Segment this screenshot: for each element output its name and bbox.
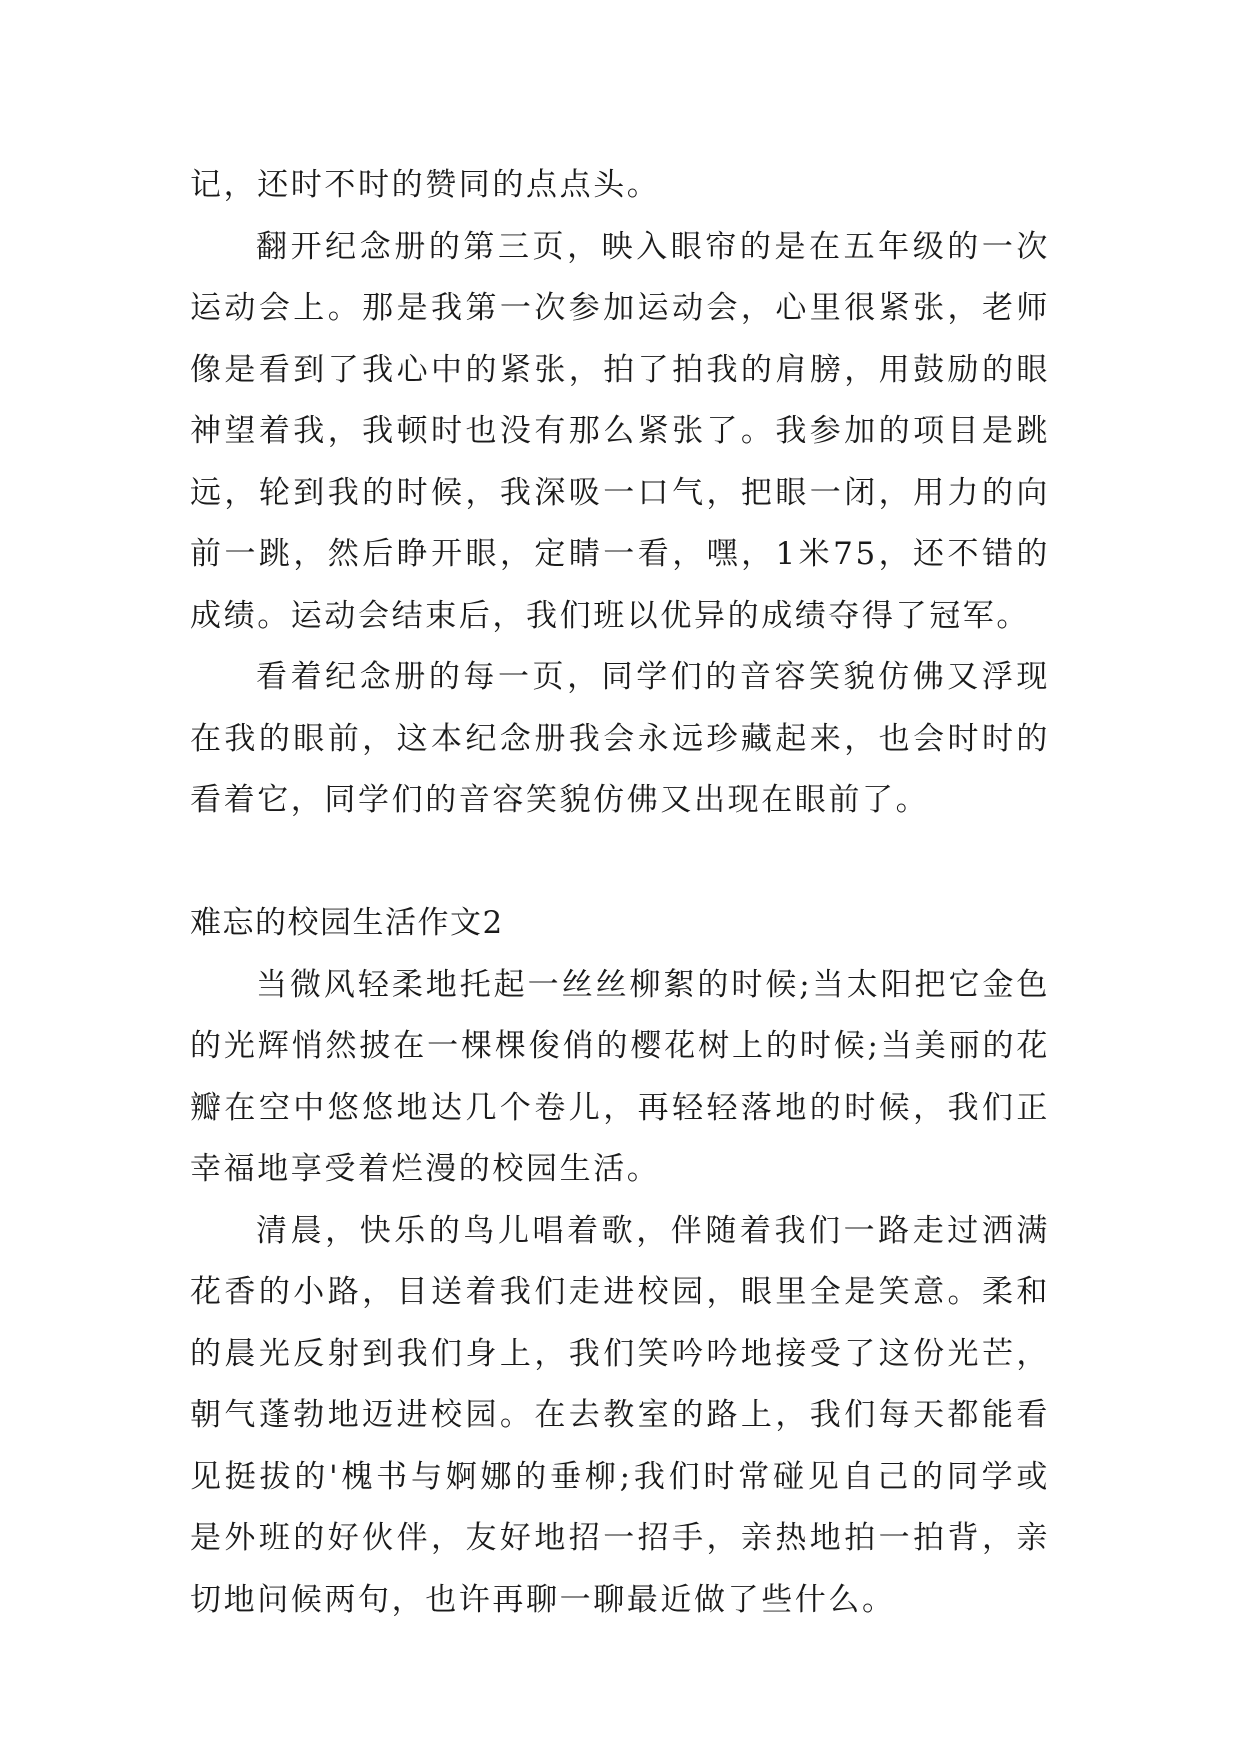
paragraph-continuation: 记，还时不时的赞同的点点头。 [190, 167, 661, 203]
paragraph-sports-meet: 翻开纪念册的第三页，映入眼帘的是在五年级的一次运动会上。那是我第一次参加运动会，心里很紧张，老师像是看到了我心中的紧张，拍了拍我的肩膀，用鼓励的眼神望着我，我顿时也没有那么紧张了。我参加的项目是跳远，轮到我的时候，我深吸一口气，把眼一闭，用力的向前一跳，然后睁开眼，定睛一看，嘿，1米75，还不错的成绩。运动会结束后，我们班以优异的成绩夺得了冠军。 [190, 228, 1050, 634]
section-spacer [190, 832, 1050, 894]
section-heading: 难忘的校园生活作文2 [190, 905, 504, 941]
paragraph-morning: 清晨，快乐的鸟儿唱着歌，伴随着我们一路走过洒满花香的小路，目送着我们走进校园，眼里全是笑意。柔和的晨光反射到我们身上，我们笑吟吟地接受了这份光芒，朝气蓬勃地迈进校园。在去教室的路上，我们每天都能看见挺拔的'槐书与婀娜的垂柳;我们时常碰见自己的同学或是外班的好伙伴，友好地招一招手，亲热地拍一拍背，亲切地问候两句，也许再聊一聊最近做了些什么。 [190, 1212, 1050, 1618]
paragraph-memorial-album: 看着纪念册的每一页，同学们的音容笑貌仿佛又浮现在我的眼前，这本纪念册我会永远珍藏起来，也会时时的看着它，同学们的音容笑貌仿佛又出现在眼前了。 [190, 659, 1050, 818]
document-body [190, 155, 1050, 1631]
paragraph-breeze: 当微风轻柔地托起一丝丝柳絮的时候;当太阳把它金色的光辉悄然披在一棵棵俊俏的樱花树上的时候;当美丽的花瓣在空中悠悠地达几个卷儿，再轻轻落地的时候，我们正幸福地享受着烂漫的校园生活。 [190, 966, 1050, 1187]
